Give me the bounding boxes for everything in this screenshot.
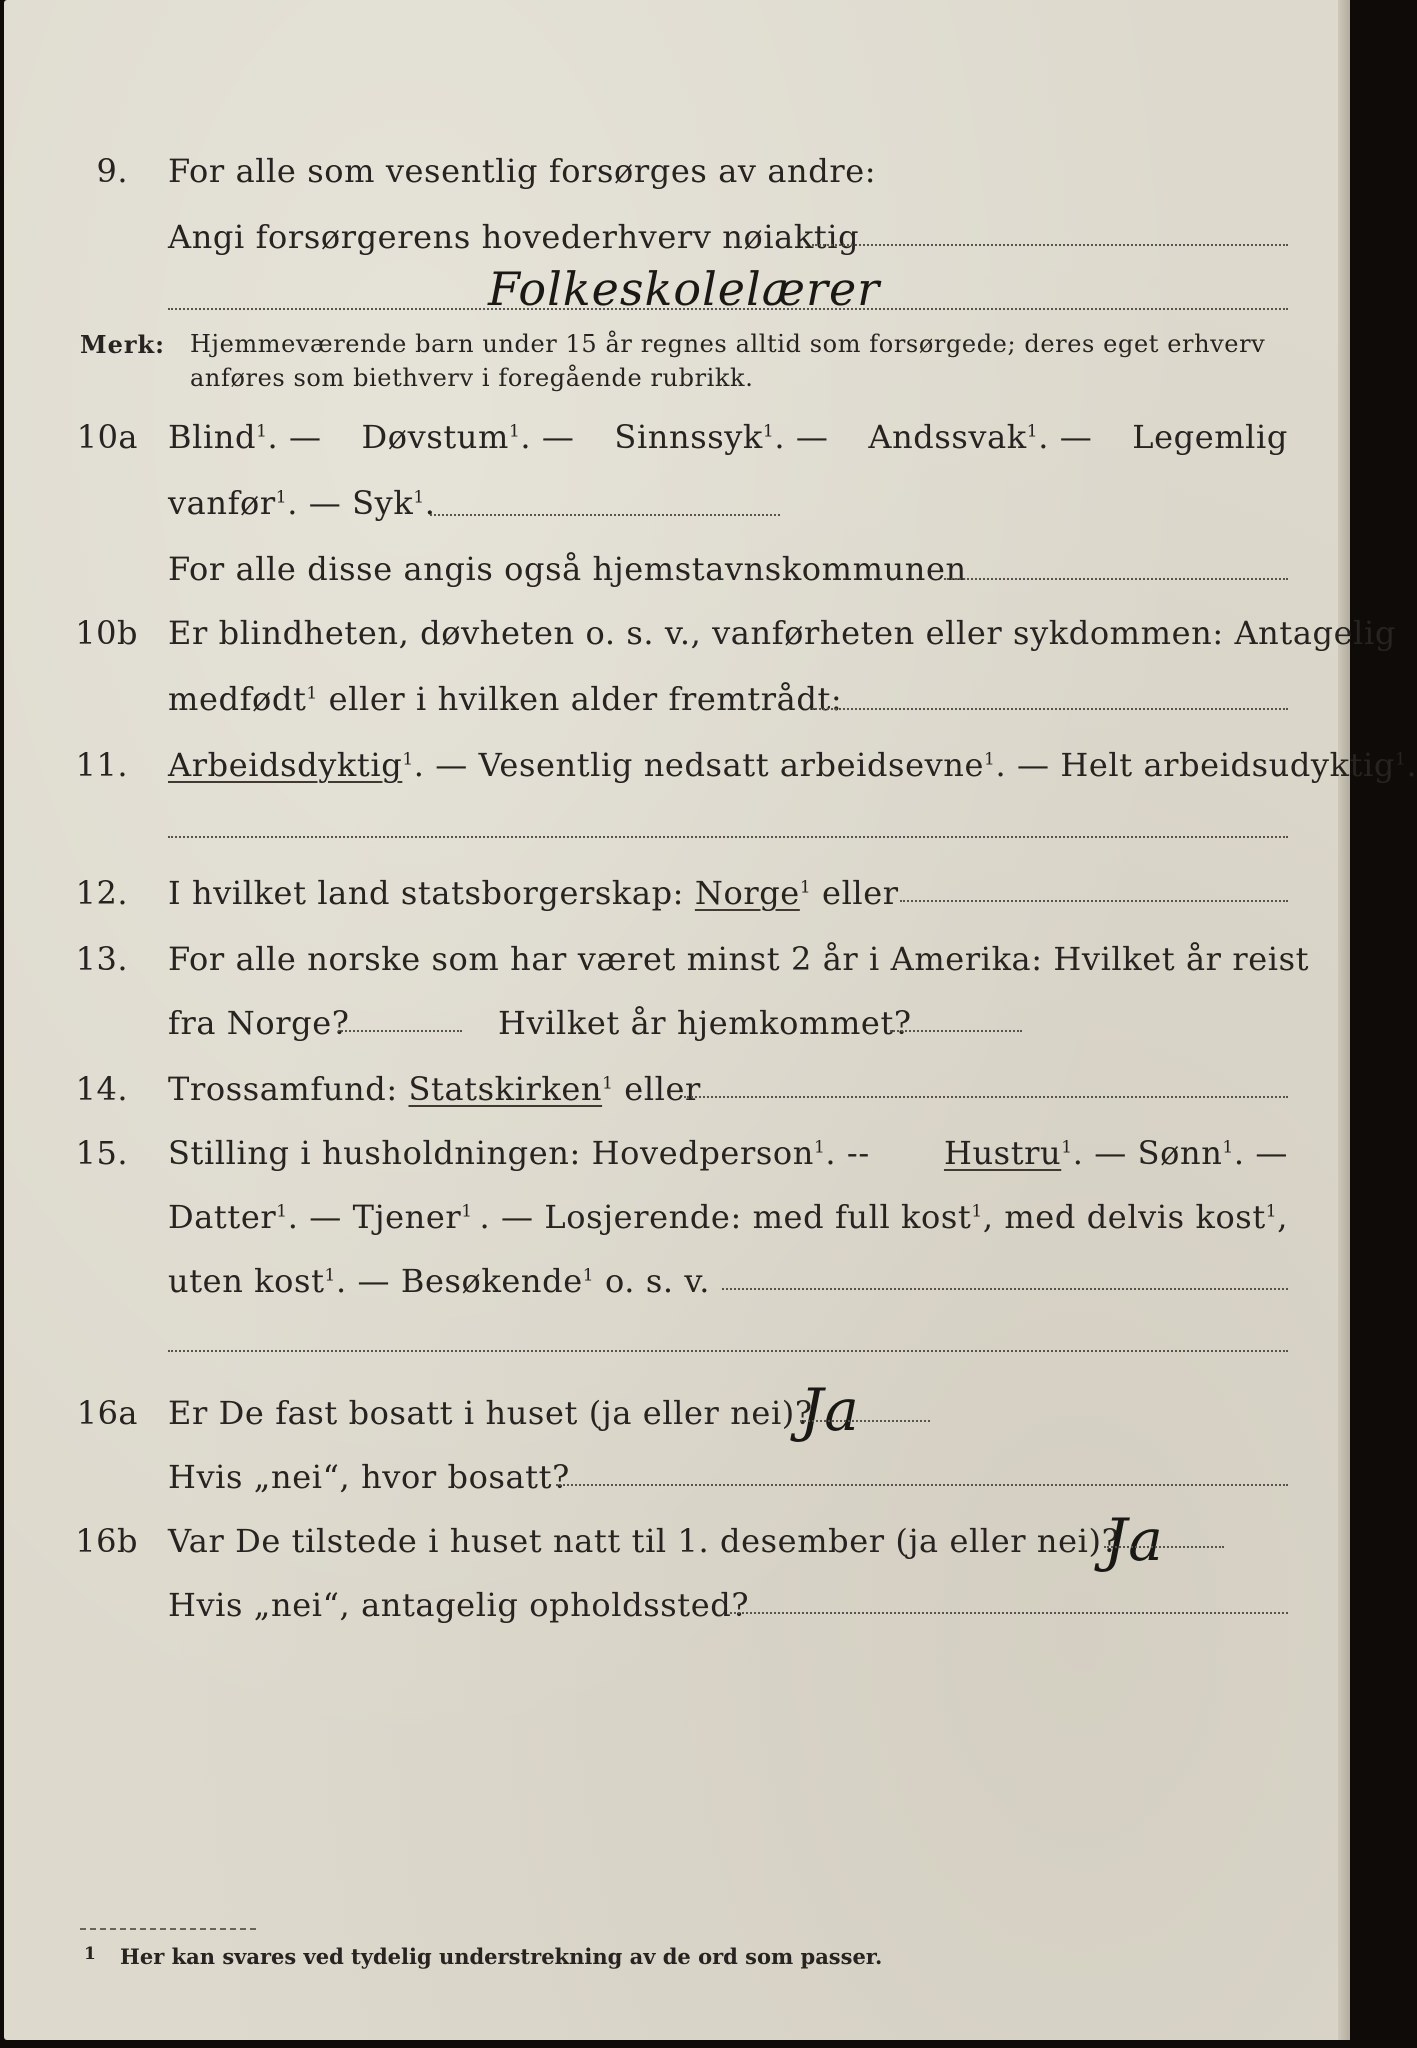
section-15-extra-line (168, 1350, 1288, 1352)
section-16b-dotted-line (1104, 1546, 1224, 1548)
section-13-line-2b: Hvilket år hjemkommet? (498, 1004, 912, 1042)
section-10a-options (168, 418, 1288, 456)
section-15-dotted-line (722, 1288, 1288, 1290)
section-10b-dotted-line (812, 708, 1288, 710)
section-10a-dotted-line (430, 514, 780, 516)
section-16b-line-2: Hvis „nei“, antagelig opholdssted? (168, 1586, 750, 1624)
section-13-number: 13. (75, 940, 128, 978)
section-15-number: 15. (75, 1134, 128, 1172)
section-11-options: Arbeidsdyktig$^1$. — Vesentlig nedsatt arbeidsevne$^1$. — Helt arbeidsudyktig$^1$. (168, 746, 1417, 784)
section-16b-number: 16b (75, 1522, 138, 1560)
section-9-instruction: Angi forsørgerens hovederhverv nøiaktig (168, 218, 860, 256)
option-statskirken-underlined: Statskirken (408, 1070, 603, 1108)
section-13-line-2a: fra Norge? (168, 1004, 350, 1042)
footnote (84, 1944, 883, 1969)
section-15-line-1: Stilling i husholdningen: Hovedperson$^1$. -- Hustru$^1$. — Sønn$^1$. — (168, 1134, 1288, 1172)
page-edge (1338, 0, 1350, 2040)
section-10a-hjemstavn-line (944, 578, 1288, 580)
section-14-line: Trossamfund: Statskirken$^1$ eller (168, 1070, 701, 1108)
option-legemlig: Legemlig (1132, 418, 1288, 456)
section-16a-dotted-line (800, 1420, 930, 1422)
section-16a-line-2: Hvis „nei“, hvor bosatt? (168, 1458, 570, 1496)
section-11-number: 11. (75, 746, 128, 784)
section-15-line-2: Datter$^1$. — Tjener$^1$ . — Losjerende: med full kost$^1$, med delvis kost$^1$, (168, 1198, 1288, 1236)
section-16a-residence-line (556, 1484, 1288, 1486)
section-16b-line-1: Var De tilstede i huset natt til 1. desember (ja eller nei)? (168, 1522, 1120, 1560)
section-12-dotted-line (900, 900, 1288, 902)
section-16b-handwritten-answer: Ja (1104, 1506, 1164, 1574)
option-dovstum: Døvstum$^1$. — (361, 418, 575, 456)
section-10b-line-1: Er blindheten, døvheten o. s. v., vanførheten eller sykdommen: Antagelig (168, 614, 1396, 652)
section-15-line-3: uten kost$^1$. — Besøkende$^1$ o. s. v. (168, 1262, 711, 1300)
section-16a-handwritten-answer: Ja (800, 1376, 860, 1444)
section-16b-location-line (730, 1612, 1288, 1614)
section-16a-number: 16a (76, 1394, 138, 1432)
section-9-handwritten-answer: Folkeskolelærer (488, 262, 881, 316)
section-9-dotted-line (812, 244, 1288, 246)
merk-label: Merk: (80, 330, 165, 359)
section-10a-line-3: For alle disse angis også hjemstavnskommunen (168, 550, 967, 588)
option-norge-underlined: Norge (694, 874, 800, 912)
section-9-question: For alle som vesentlig forsørges av andre: (168, 152, 877, 190)
section-14-number: 14. (75, 1070, 128, 1108)
option-arbeidsdyktig-underlined: Arbeidsdyktig (168, 746, 403, 784)
section-10b-number: 10b (75, 614, 138, 652)
section-13-line-1: For alle norske som har været minst 2 år i Amerika: Hvilket år reist (168, 940, 1310, 978)
section-10a-number: 10a (76, 418, 138, 456)
merk-line-1: Hjemmeværende barn under 15 år regnes alltid som forsørgede; deres eget erhverv (190, 330, 1266, 358)
option-sinnssyk: Sinnssyk$^1$. — (614, 418, 829, 456)
section-13-year-left-line (338, 1030, 462, 1032)
section-10b-line-2: medfødt$^1$ eller i hvilken alder fremtrådt: (168, 680, 843, 718)
section-10a-line-2: vanfør$^1$. — Syk$^1$. (168, 484, 436, 522)
section-12-number: 12. (75, 874, 128, 912)
footnote-rule (80, 1928, 256, 1930)
section-9-answer-line (168, 308, 1288, 310)
section-9-number: 9. (96, 152, 128, 190)
option-hustru-underlined: Hustru (943, 1134, 1062, 1172)
option-andssvak: Andssvak$^1$. — (868, 418, 1093, 456)
option-blind: Blind$^1$. — (168, 418, 322, 456)
section-11-dotted-line (168, 836, 1288, 838)
section-16a-line-1: Er De fast bosatt i huset (ja eller nei)? (168, 1394, 813, 1432)
section-13-year-right-line (890, 1030, 1022, 1032)
footnote-text: Her kan svares ved tydelig understrekning av de ord som passer. (120, 1944, 883, 1969)
section-14-dotted-line (684, 1096, 1288, 1098)
section-12-line: I hvilket land statsborgerskap: Norge$^1$ eller (168, 874, 899, 912)
merk-line-2: anføres som biethverv i foregående rubrikk. (190, 364, 754, 392)
footnote-mark: 1 (84, 1944, 96, 1964)
